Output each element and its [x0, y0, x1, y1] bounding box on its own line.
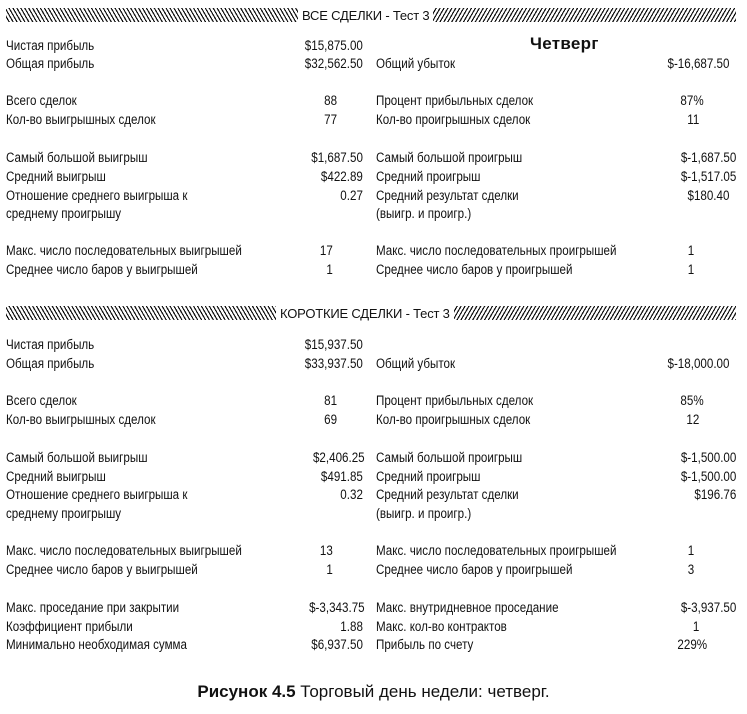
stat-value: 0.32 — [340, 487, 363, 502]
section2-header — [6, 304, 736, 322]
stat-row — [376, 469, 736, 485]
stat-row — [376, 356, 729, 372]
stat-label: Средний выигрыш — [6, 469, 106, 484]
stat-row — [376, 150, 736, 166]
stat-value: 1 — [687, 543, 695, 558]
stat-row — [6, 56, 363, 72]
stat-label: Среднее число баров у проигрышей — [376, 562, 573, 577]
stat-value: 17 — [319, 243, 333, 258]
stat-row — [6, 506, 363, 522]
stat-label: Прибыль по счету — [376, 637, 474, 652]
stat-label: Отношение среднего выигрыша к — [6, 188, 188, 203]
stat-value: $2,406.25 — [312, 450, 365, 465]
stat-row — [6, 600, 365, 616]
section2-title: КОРОТКИЕ СДЕЛКИ - Тест 3 — [280, 305, 450, 321]
stat-value: $-3,937.50 — [680, 600, 737, 615]
stat-row — [376, 262, 694, 278]
stat-row — [376, 188, 729, 204]
stat-row — [6, 487, 363, 503]
stat-value: $32,562.50 — [304, 56, 363, 71]
stat-row — [376, 56, 729, 72]
stat-value: 81 — [324, 393, 338, 408]
stat-value: $180.40 — [687, 188, 730, 203]
stat-row — [6, 93, 337, 109]
figure-caption — [0, 682, 747, 702]
stat-row — [6, 262, 333, 278]
section1-title: ВСЕ СДЕЛКИ - Тест 3 — [302, 7, 430, 23]
stat-label: среднему проигрышу — [6, 206, 122, 221]
stat-row — [6, 637, 363, 653]
stat-value: 1.88 — [340, 619, 363, 634]
stat-label: Средний выигрыш — [6, 169, 106, 184]
stat-value: $-16,687.50 — [667, 56, 730, 71]
stat-label: Средний проигрыш — [376, 169, 481, 184]
stat-label: (выигр. и проигр.) — [376, 506, 472, 521]
stat-value: 1 — [326, 562, 333, 577]
stat-row — [376, 206, 703, 222]
stat-value: $-1,687.50 — [680, 150, 737, 165]
stat-row — [6, 112, 337, 128]
stat-label: Общая прибыль — [6, 356, 95, 371]
stat-value: 229% — [677, 637, 708, 652]
stat-label: Среднее число баров у выигрышей — [6, 562, 198, 577]
stat-label: Процент прибыльных сделок — [376, 393, 534, 408]
stat-row — [6, 356, 363, 372]
stat-value: 13 — [319, 543, 333, 558]
stat-row — [376, 619, 699, 635]
stat-row — [376, 243, 694, 259]
stat-value: 1 — [687, 262, 695, 277]
stat-row — [6, 188, 363, 204]
stat-label: Общий убыток — [376, 356, 456, 371]
stat-value: $33,937.50 — [304, 356, 363, 371]
stat-value: $1,687.50 — [311, 150, 363, 165]
hatch-right — [433, 8, 736, 22]
stat-row — [6, 206, 363, 222]
stat-label: Самый большой выигрыш — [6, 450, 148, 465]
stat-row — [376, 506, 703, 522]
stat-label: Среднее число баров у проигрышей — [376, 262, 573, 277]
stat-label: Кол-во проигрышных сделок — [376, 412, 531, 427]
stat-value: 87% — [680, 93, 704, 108]
stat-label: Макс. число последовательных проигрышей — [376, 243, 617, 258]
stat-row — [376, 637, 707, 653]
stat-row — [6, 38, 363, 54]
stat-label: Всего сделок — [6, 93, 77, 108]
stat-value: $-3,343.75 — [309, 600, 365, 615]
stat-row — [6, 450, 365, 466]
stat-label: Процент прибыльных сделок — [376, 93, 534, 108]
hatch-left — [6, 306, 276, 320]
weekday-title: Четверг — [530, 34, 599, 53]
stat-row — [376, 112, 699, 128]
stat-row — [376, 487, 736, 503]
stat-label: Средний проигрыш — [376, 469, 481, 484]
stat-value: 69 — [324, 412, 338, 427]
stat-row — [376, 543, 694, 559]
stat-label: Кол-во выигрышных сделок — [6, 412, 156, 427]
stat-value: 12 — [686, 412, 700, 427]
stat-row — [6, 562, 333, 578]
stat-value: 1 — [687, 243, 695, 258]
stat-value: 85% — [680, 393, 704, 408]
stat-row — [376, 93, 704, 109]
caption-figure-number: Рисунок 4.5 — [197, 682, 296, 701]
stat-value: 77 — [324, 112, 338, 127]
stat-value: $491.85 — [320, 469, 363, 484]
stat-label: Макс. внутридневное проседание — [376, 600, 559, 615]
stat-row — [6, 619, 363, 635]
stat-value: $-18,000.00 — [667, 356, 730, 371]
stat-label: Самый большой проигрыш — [376, 150, 523, 165]
stat-row — [6, 337, 363, 353]
hatch-right — [454, 306, 736, 320]
stat-label: Общий убыток — [376, 56, 456, 71]
stat-row — [6, 412, 337, 428]
stat-row — [376, 412, 699, 428]
stat-value: $422.89 — [320, 169, 363, 184]
stat-row — [376, 450, 736, 466]
stat-label: среднему проигрышу — [6, 506, 122, 521]
stat-label: Средний результат сделки — [376, 188, 519, 203]
stat-label: Самый большой выигрыш — [6, 150, 148, 165]
stat-row — [376, 600, 736, 616]
stat-value: $15,875.00 — [304, 38, 363, 53]
stat-label: Средний результат сделки — [376, 487, 519, 502]
stat-row — [6, 150, 363, 166]
stat-value: 11 — [687, 112, 700, 127]
stat-value: 88 — [324, 93, 338, 108]
stat-row — [6, 169, 363, 185]
stat-label: Макс. проседание при закрытии — [6, 600, 180, 615]
stat-label: Самый большой проигрыш — [376, 450, 523, 465]
stat-value: $-1,500.00 — [680, 469, 737, 484]
stat-value: 1 — [326, 262, 333, 277]
stat-value: $6,937.50 — [311, 637, 363, 652]
stat-row — [6, 469, 363, 485]
stat-row — [376, 393, 704, 409]
stat-row — [376, 562, 694, 578]
stat-row — [376, 169, 736, 185]
stat-value: $-1,517.05 — [680, 169, 737, 184]
stat-label: Чистая прибыль — [6, 337, 95, 352]
stat-label: Макс. кол-во контрактов — [376, 619, 507, 634]
stat-value: 3 — [687, 562, 695, 577]
stat-value: $196.76 — [694, 487, 737, 502]
stat-label: Минимально необходимая сумма — [6, 637, 187, 652]
caption-text: Торговый день недели: четверг. — [295, 682, 550, 701]
stat-label: Коэффициент прибыли — [6, 619, 133, 634]
stat-value: 0.27 — [340, 188, 363, 203]
stat-row — [6, 393, 337, 409]
stat-label: Макс. число последовательных выигрышей — [6, 243, 242, 258]
stat-label: Кол-во выигрышных сделок — [6, 112, 156, 127]
stat-label: Чистая прибыль — [6, 38, 95, 53]
stat-label: Кол-во проигрышных сделок — [376, 112, 531, 127]
stat-label: Отношение среднего выигрыша к — [6, 487, 188, 502]
stat-row — [6, 543, 333, 559]
stat-label: Макс. число последовательных выигрышей — [6, 543, 242, 558]
stat-value: $-1,500.00 — [680, 450, 737, 465]
stat-label: Макс. число последовательных проигрышей — [376, 543, 617, 558]
stat-label: (выигр. и проигр.) — [376, 206, 472, 221]
stat-label: Общая прибыль — [6, 56, 95, 71]
stat-value: 1 — [692, 619, 700, 634]
stat-label: Среднее число баров у выигрышей — [6, 262, 198, 277]
stat-value: $15,937.50 — [304, 337, 363, 352]
hatch-left — [6, 8, 298, 22]
section1-header — [6, 6, 736, 24]
stat-label: Всего сделок — [6, 393, 77, 408]
stat-row — [6, 243, 333, 259]
